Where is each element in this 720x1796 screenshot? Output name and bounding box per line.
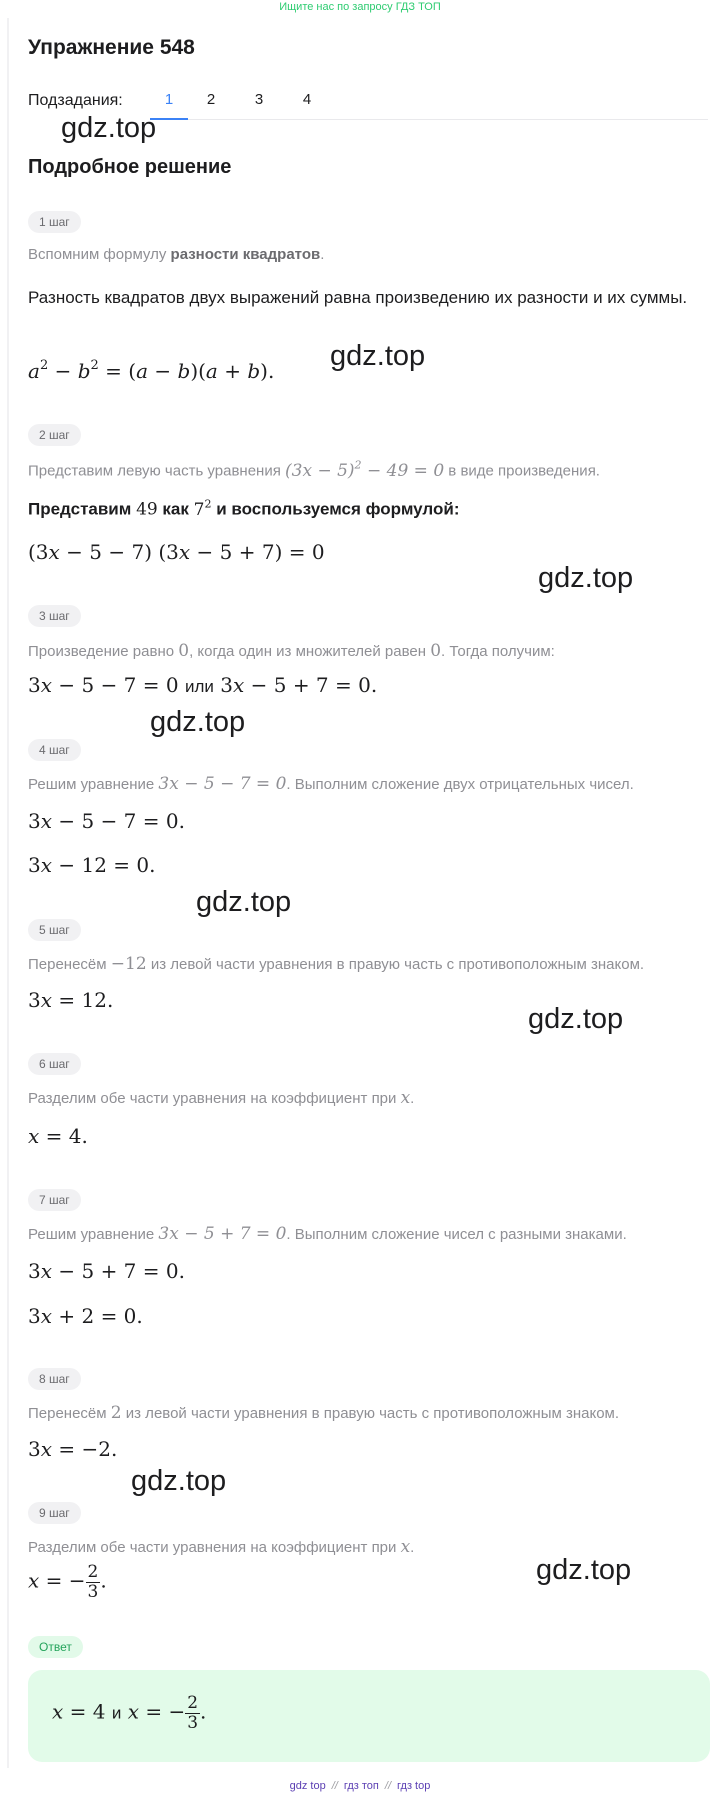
step-7-formula-1: 3x − 5 + 7 = 0. [28, 1259, 185, 1283]
step-7-formula-2: 3x + 2 = 0. [28, 1304, 143, 1328]
step-7-hint: Решим уравнение 3x − 5 + 7 = 0. Выполним сложение чисел с разными знаками. [28, 1224, 627, 1244]
subtask-tab-2[interactable]: 2 [206, 91, 216, 108]
step-1-formula: $a^2 - b^2 = (a - b)(a + b)$. [28, 358, 275, 384]
step-1-chip: 1 шаг [28, 211, 81, 233]
step-5-hint: Перенесём −12 из левой части уравнения в правую часть с противоположным знаком. [28, 954, 645, 974]
subtasks-label: Подзадания: [28, 92, 123, 109]
step-4-formula-1: 3x − 5 − 7 = 0. [28, 809, 185, 833]
step-5-formula: 3x = 12. [28, 988, 114, 1012]
page-title: Упражнение 548 [28, 36, 195, 59]
step-8-formula: 3x = −2. [28, 1437, 118, 1461]
step-5-chip: 5 шаг [28, 919, 81, 941]
footer-link[interactable]: гдз топ [343, 1780, 379, 1792]
footer-link[interactable]: gdz top [289, 1780, 326, 1792]
step-6-formula: x = 4. [28, 1124, 88, 1148]
step-2-formula: (3x − 5 − 7) (3x − 5 + 7) = 0 [28, 540, 325, 564]
subtask-tab-1[interactable]: 1 [164, 91, 174, 108]
watermark: gdz.top [196, 886, 292, 918]
watermark: gdz.top [528, 1003, 624, 1035]
step-4-formula-2: 3x − 12 = 0. [28, 853, 156, 877]
tabs-divider [188, 119, 708, 120]
answer-formula: x = 4 и x = − $\frac{2}{3}$ . [52, 1693, 207, 1733]
watermark: gdz.top [536, 1554, 632, 1586]
step-9-formula: x = − $\frac{2}{3}$ . [28, 1562, 107, 1602]
step-9-chip: 9 шаг [28, 1502, 81, 1524]
watermark: gdz.top [538, 562, 634, 594]
step-7-chip: 7 шаг [28, 1189, 81, 1211]
step-2-hint: Представим левую часть уравнения $(3x - 5)^2 - 49 = 0$ в виде произведения. [28, 458, 600, 481]
subtask-tab-3[interactable]: 3 [254, 91, 264, 108]
step-9-hint: Разделим обе части уравнения на коэффициент при x. [28, 1537, 415, 1557]
search-banner[interactable]: Ищите нас по запросу ГДЗ ТОП [279, 1, 441, 13]
step-8-chip: 8 шаг [28, 1368, 81, 1390]
step-3-formula: 3x − 5 − 7 = 0 или 3x − 5 + 7 = 0. [28, 673, 378, 697]
step-3-hint: Произведение равно 0, когда один из множителей равен 0. Тогда получим: [28, 641, 555, 661]
watermark: gdz.top [131, 1465, 227, 1497]
step-4-chip: 4 шаг [28, 739, 81, 761]
step-1-hint: Вспомним формулу разности квадратов. [28, 246, 325, 263]
step-1-text: Разность квадратов двух выражений равна произведению их разности и их суммы. [28, 288, 688, 307]
answer-chip: Ответ [28, 1636, 83, 1658]
step-3-chip: 3 шаг [28, 605, 81, 627]
footer-link[interactable]: гдз top [397, 1780, 431, 1792]
watermark: gdz.top [61, 112, 157, 144]
section-title: Подробное решение [28, 156, 232, 178]
step-4-hint: Решим уравнение 3x − 5 − 7 = 0. Выполним сложение двух отрицательных чисел. [28, 774, 634, 794]
footer-separator: // [384, 1780, 392, 1792]
footer-separator: // [331, 1780, 338, 1792]
step-2-chip: 2 шаг [28, 424, 81, 446]
step-6-hint: Разделим обе части уравнения на коэффициент при x. [28, 1088, 415, 1108]
step-2-text: Представим 49 как $7^2$ и воспользуемся формулой: [28, 497, 460, 520]
subtask-tab-4[interactable]: 4 [302, 91, 312, 108]
step-8-hint: Перенесём 2 из левой части уравнения в правую часть с противоположным знаком. [28, 1403, 620, 1423]
watermark: gdz.top [150, 706, 246, 738]
card-edge [7, 18, 9, 1768]
step-6-chip: 6 шаг [28, 1053, 81, 1075]
footer-links [0, 1780, 720, 1792]
watermark: gdz.top [330, 340, 426, 372]
